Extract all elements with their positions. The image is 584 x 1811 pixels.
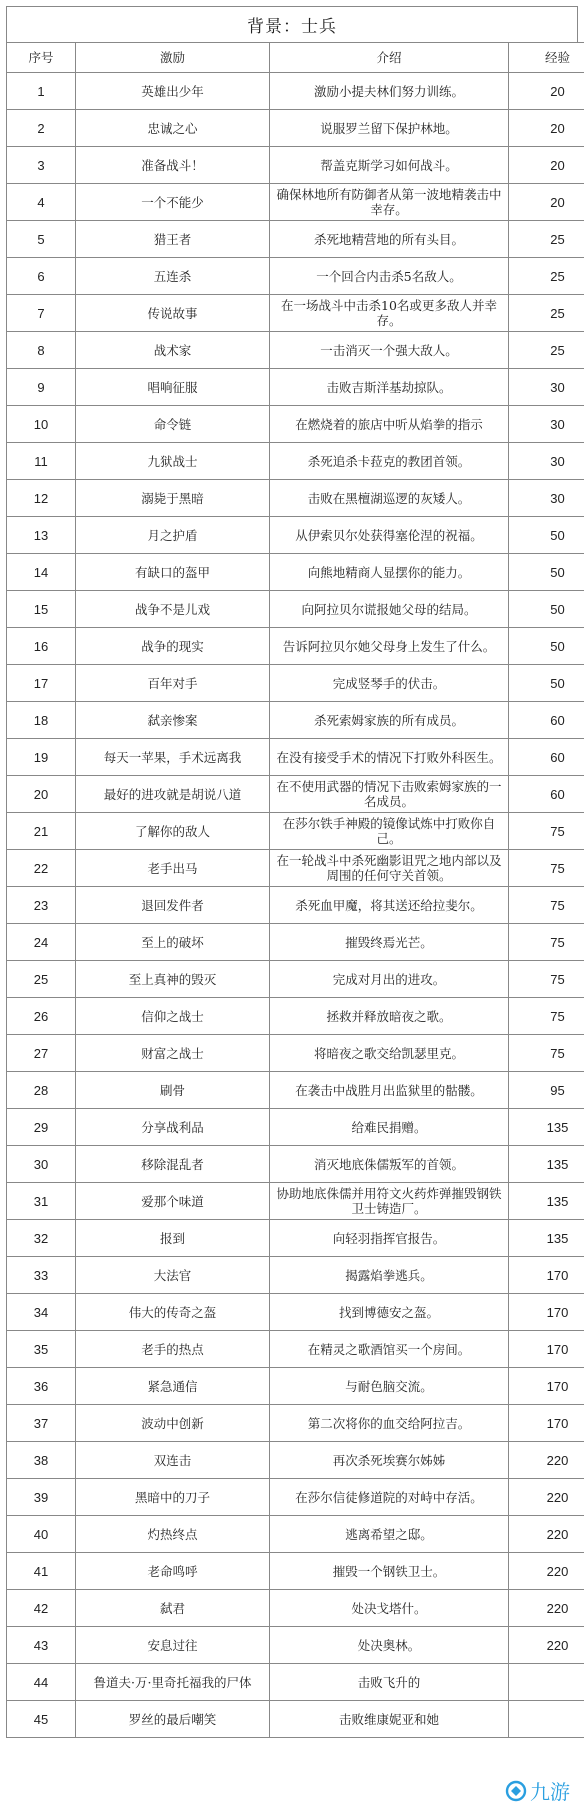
row-index: 10 — [7, 406, 76, 443]
row-index: 42 — [7, 1590, 76, 1627]
row-xp: 30 — [509, 406, 584, 443]
row-index: 9 — [7, 369, 76, 406]
row-xp: 75 — [509, 924, 584, 961]
table-row — [7, 924, 584, 961]
row-xp: 220 — [509, 1442, 584, 1479]
table-row — [7, 1257, 584, 1294]
row-index: 7 — [7, 295, 76, 332]
row-desc: 在莎尔信徒修道院的对峙中存活。 — [270, 1479, 509, 1516]
row-desc: 帮盖克斯学习如何战斗。 — [270, 147, 509, 184]
table-row — [7, 1146, 584, 1183]
row-desc: 杀死追杀卡菈克的教团首领。 — [270, 443, 509, 480]
row-name: 老手出马 — [76, 850, 270, 887]
table-row — [7, 1627, 584, 1664]
row-name: 每天一苹果，手术远离我 — [76, 739, 270, 776]
table-row — [7, 591, 584, 628]
table-row — [7, 850, 584, 887]
row-index: 13 — [7, 517, 76, 554]
row-name: 传说故事 — [76, 295, 270, 332]
row-xp: 135 — [509, 1183, 584, 1220]
row-name: 罗丝的最后嘲笑 — [76, 1701, 270, 1738]
table-row — [7, 1405, 584, 1442]
table-body — [7, 73, 584, 1738]
row-index: 24 — [7, 924, 76, 961]
row-index: 41 — [7, 1553, 76, 1590]
row-desc: 处决奥林。 — [270, 1627, 509, 1664]
row-index: 5 — [7, 221, 76, 258]
table-row — [7, 1368, 584, 1405]
table-row — [7, 406, 584, 443]
row-index: 37 — [7, 1405, 76, 1442]
table-row — [7, 221, 584, 258]
table-row — [7, 1220, 584, 1257]
header-index: 序号 — [7, 43, 76, 73]
row-name: 分享战利品 — [76, 1109, 270, 1146]
row-index: 20 — [7, 776, 76, 813]
row-desc: 处决戈塔什。 — [270, 1590, 509, 1627]
row-index: 16 — [7, 628, 76, 665]
row-name: 战术家 — [76, 332, 270, 369]
row-desc: 击败维康妮亚和她 — [270, 1701, 509, 1738]
table-row — [7, 813, 584, 850]
row-index: 28 — [7, 1072, 76, 1109]
row-desc: 完成竖琴手的伏击。 — [270, 665, 509, 702]
row-desc: 在精灵之歌酒馆买一个房间。 — [270, 1331, 509, 1368]
row-desc: 确保林地所有防御者从第一波地精袭击中幸存。 — [270, 184, 509, 221]
row-desc: 完成对月出的进攻。 — [270, 961, 509, 998]
table-row — [7, 1590, 584, 1627]
brand-watermark — [501, 1774, 574, 1807]
row-name: 老手的热点 — [76, 1331, 270, 1368]
row-index: 23 — [7, 887, 76, 924]
row-desc: 从伊索贝尔处获得塞伦涅的祝福。 — [270, 517, 509, 554]
table-row — [7, 1331, 584, 1368]
row-index: 39 — [7, 1479, 76, 1516]
row-desc: 向熊地精商人显摆你的能力。 — [270, 554, 509, 591]
table-row — [7, 517, 584, 554]
row-index: 44 — [7, 1664, 76, 1701]
table-row — [7, 73, 584, 110]
table-row — [7, 480, 584, 517]
row-index: 17 — [7, 665, 76, 702]
row-desc: 激励小提夫林们努力训练。 — [270, 73, 509, 110]
row-desc: 在燃烧着的旅店中听从焰拳的指示 — [270, 406, 509, 443]
row-desc: 杀死地精营地的所有头目。 — [270, 221, 509, 258]
row-index: 21 — [7, 813, 76, 850]
table-row — [7, 147, 584, 184]
table-row — [7, 443, 584, 480]
row-desc: 在莎尔铁手神殿的镜像试炼中打败你自己。 — [270, 813, 509, 850]
table-row — [7, 1553, 584, 1590]
row-desc: 摧毁终焉光芒。 — [270, 924, 509, 961]
table-row — [7, 295, 584, 332]
row-index: 26 — [7, 998, 76, 1035]
row-name: 波动中创新 — [76, 1405, 270, 1442]
row-xp: 30 — [509, 443, 584, 480]
row-name: 弑君 — [76, 1590, 270, 1627]
table-row — [7, 1664, 584, 1701]
row-index: 43 — [7, 1627, 76, 1664]
row-index: 38 — [7, 1442, 76, 1479]
row-xp: 220 — [509, 1479, 584, 1516]
row-xp: 135 — [509, 1109, 584, 1146]
row-xp: 170 — [509, 1294, 584, 1331]
table-row — [7, 1183, 584, 1220]
row-xp: 170 — [509, 1405, 584, 1442]
row-index: 40 — [7, 1516, 76, 1553]
row-name: 伟大的传奇之盔 — [76, 1294, 270, 1331]
row-index: 19 — [7, 739, 76, 776]
row-xp: 50 — [509, 517, 584, 554]
row-name: 命令链 — [76, 406, 270, 443]
row-xp: 60 — [509, 702, 584, 739]
row-xp: 135 — [509, 1220, 584, 1257]
row-xp: 25 — [509, 295, 584, 332]
row-index: 29 — [7, 1109, 76, 1146]
row-name: 紧急通信 — [76, 1368, 270, 1405]
row-desc: 杀死血甲魔，将其送还给拉斐尔。 — [270, 887, 509, 924]
row-index: 14 — [7, 554, 76, 591]
row-xp: 50 — [509, 591, 584, 628]
row-name: 弑亲惨案 — [76, 702, 270, 739]
row-index: 15 — [7, 591, 76, 628]
row-index: 34 — [7, 1294, 76, 1331]
row-name: 财富之战士 — [76, 1035, 270, 1072]
row-desc: 逃离希望之邸。 — [270, 1516, 509, 1553]
row-index: 12 — [7, 480, 76, 517]
row-name: 忠诚之心 — [76, 110, 270, 147]
row-desc: 说服罗兰留下保护林地。 — [270, 110, 509, 147]
table-row — [7, 554, 584, 591]
row-xp: 170 — [509, 1257, 584, 1294]
table-row — [7, 1035, 584, 1072]
table-row — [7, 1294, 584, 1331]
row-desc: 一击消灭一个强大敌人。 — [270, 332, 509, 369]
row-desc: 击败在黑檀湖巡逻的灰矮人。 — [270, 480, 509, 517]
brand-logo-icon — [505, 1780, 527, 1802]
table-row — [7, 887, 584, 924]
row-desc: 在一轮战斗中杀死幽影诅咒之地内部以及周围的任何守关首领。 — [270, 850, 509, 887]
row-xp: 60 — [509, 776, 584, 813]
row-index: 35 — [7, 1331, 76, 1368]
row-xp: 135 — [509, 1146, 584, 1183]
row-desc: 击败飞升的 — [270, 1664, 509, 1701]
row-name: 月之护盾 — [76, 517, 270, 554]
table-row — [7, 998, 584, 1035]
row-name: 黑暗中的刀子 — [76, 1479, 270, 1516]
row-desc: 向轻羽指挥官报告。 — [270, 1220, 509, 1257]
row-xp: 220 — [509, 1516, 584, 1553]
row-index: 45 — [7, 1701, 76, 1738]
row-desc: 在没有接受手术的情况下打败外科医生。 — [270, 739, 509, 776]
row-name: 溺毙于黑暗 — [76, 480, 270, 517]
row-desc: 向阿拉贝尔谎报她父母的结局。 — [270, 591, 509, 628]
row-xp: 20 — [509, 73, 584, 110]
row-index: 4 — [7, 184, 76, 221]
row-index: 18 — [7, 702, 76, 739]
row-desc: 与耐色脑交流。 — [270, 1368, 509, 1405]
row-name: 刷骨 — [76, 1072, 270, 1109]
row-xp: 75 — [509, 1035, 584, 1072]
row-desc: 将暗夜之歌交给凯瑟里克。 — [270, 1035, 509, 1072]
row-xp: 75 — [509, 850, 584, 887]
row-name: 战争不是儿戏 — [76, 591, 270, 628]
row-name: 退回发件者 — [76, 887, 270, 924]
header-row — [7, 43, 584, 73]
row-index: 1 — [7, 73, 76, 110]
row-name: 老命鸣呼 — [76, 1553, 270, 1590]
row-xp: 170 — [509, 1331, 584, 1368]
row-xp: 25 — [509, 221, 584, 258]
row-name: 大法官 — [76, 1257, 270, 1294]
row-index: 8 — [7, 332, 76, 369]
row-name: 战争的现实 — [76, 628, 270, 665]
header-desc: 介绍 — [270, 43, 509, 73]
row-name: 准备战斗！ — [76, 147, 270, 184]
row-name: 报到 — [76, 1220, 270, 1257]
row-desc: 在一场战斗中击杀10名或更多敌人并幸存。 — [270, 295, 509, 332]
row-index: 30 — [7, 1146, 76, 1183]
table-row — [7, 184, 584, 221]
table-row — [7, 369, 584, 406]
row-index: 6 — [7, 258, 76, 295]
row-xp: 25 — [509, 258, 584, 295]
row-desc: 再次杀死埃赛尔姊姊 — [270, 1442, 509, 1479]
row-desc: 第二次将你的血交给阿拉吉。 — [270, 1405, 509, 1442]
sheet-title: 背景：士兵 — [6, 6, 578, 42]
row-xp: 50 — [509, 628, 584, 665]
row-desc: 揭露焰拳逃兵。 — [270, 1257, 509, 1294]
row-desc: 拯救并释放暗夜之歌。 — [270, 998, 509, 1035]
row-name: 信仰之战士 — [76, 998, 270, 1035]
row-name: 移除混乱者 — [76, 1146, 270, 1183]
table-row — [7, 628, 584, 665]
row-name: 百年对手 — [76, 665, 270, 702]
row-name: 爱那个味道 — [76, 1183, 270, 1220]
table-row — [7, 1072, 584, 1109]
row-xp: 170 — [509, 1368, 584, 1405]
table-row — [7, 702, 584, 739]
table-row — [7, 1109, 584, 1146]
row-name: 双连击 — [76, 1442, 270, 1479]
row-xp: 25 — [509, 332, 584, 369]
row-name: 灼热终点 — [76, 1516, 270, 1553]
row-xp: 30 — [509, 480, 584, 517]
row-name: 唱响征服 — [76, 369, 270, 406]
row-desc: 找到博德安之盔。 — [270, 1294, 509, 1331]
row-desc: 击败吉斯洋基劫掠队。 — [270, 369, 509, 406]
header-xp: 经验 — [509, 43, 584, 73]
row-index: 27 — [7, 1035, 76, 1072]
row-name: 有缺口的盔甲 — [76, 554, 270, 591]
row-xp — [509, 1701, 584, 1738]
table-row — [7, 258, 584, 295]
header-name: 激励 — [76, 43, 270, 73]
row-name: 至上的破坏 — [76, 924, 270, 961]
row-desc: 在袭击中战胜月出监狱里的骷髅。 — [270, 1072, 509, 1109]
row-name: 安息过往 — [76, 1627, 270, 1664]
table-row — [7, 1479, 584, 1516]
row-xp: 220 — [509, 1590, 584, 1627]
table-row — [7, 739, 584, 776]
row-index: 3 — [7, 147, 76, 184]
row-name: 猎王者 — [76, 221, 270, 258]
achievement-sheet — [6, 6, 578, 1738]
row-name: 五连杀 — [76, 258, 270, 295]
row-index: 32 — [7, 1220, 76, 1257]
table-row — [7, 332, 584, 369]
row-xp: 220 — [509, 1553, 584, 1590]
row-index: 25 — [7, 961, 76, 998]
row-xp: 220 — [509, 1627, 584, 1664]
row-name: 至上真神的毁灭 — [76, 961, 270, 998]
row-index: 31 — [7, 1183, 76, 1220]
row-xp: 60 — [509, 739, 584, 776]
row-desc: 告诉阿拉贝尔她父母身上发生了什么。 — [270, 628, 509, 665]
table-row — [7, 1701, 584, 1738]
row-xp: 50 — [509, 665, 584, 702]
row-name: 了解你的敌人 — [76, 813, 270, 850]
row-xp: 20 — [509, 147, 584, 184]
row-xp — [509, 1664, 584, 1701]
row-desc: 协助地底侏儒并用符文火药炸弹摧毁钢铁卫士铸造厂。 — [270, 1183, 509, 1220]
row-name: 九狱战士 — [76, 443, 270, 480]
row-xp: 20 — [509, 184, 584, 221]
row-desc: 杀死索姆家族的所有成员。 — [270, 702, 509, 739]
row-xp: 75 — [509, 998, 584, 1035]
row-index: 33 — [7, 1257, 76, 1294]
row-index: 11 — [7, 443, 76, 480]
row-xp: 75 — [509, 887, 584, 924]
table-row — [7, 665, 584, 702]
row-desc: 给难民捐赠。 — [270, 1109, 509, 1146]
row-index: 36 — [7, 1368, 76, 1405]
row-xp: 75 — [509, 813, 584, 850]
table-row — [7, 1516, 584, 1553]
row-xp: 20 — [509, 110, 584, 147]
row-xp: 75 — [509, 961, 584, 998]
row-index: 22 — [7, 850, 76, 887]
brand-text: 九游 — [530, 1780, 570, 1804]
row-xp: 30 — [509, 369, 584, 406]
row-name: 一个不能少 — [76, 184, 270, 221]
row-name: 最好的进攻就是胡说八道 — [76, 776, 270, 813]
table-row — [7, 110, 584, 147]
row-desc: 消灭地底侏儒叛军的首领。 — [270, 1146, 509, 1183]
achievement-table — [6, 42, 584, 1738]
table-row — [7, 961, 584, 998]
row-desc: 一个回合内击杀5名敌人。 — [270, 258, 509, 295]
row-name: 英雄出少年 — [76, 73, 270, 110]
row-xp: 95 — [509, 1072, 584, 1109]
row-desc: 摧毁一个钢铁卫士。 — [270, 1553, 509, 1590]
row-name: 鲁道夫·万·里奇托福我的尸体 — [76, 1664, 270, 1701]
row-index: 2 — [7, 110, 76, 147]
table-row — [7, 776, 584, 813]
row-xp: 50 — [509, 554, 584, 591]
table-row — [7, 1442, 584, 1479]
row-desc: 在不使用武器的情况下击败索姆家族的一名成员。 — [270, 776, 509, 813]
